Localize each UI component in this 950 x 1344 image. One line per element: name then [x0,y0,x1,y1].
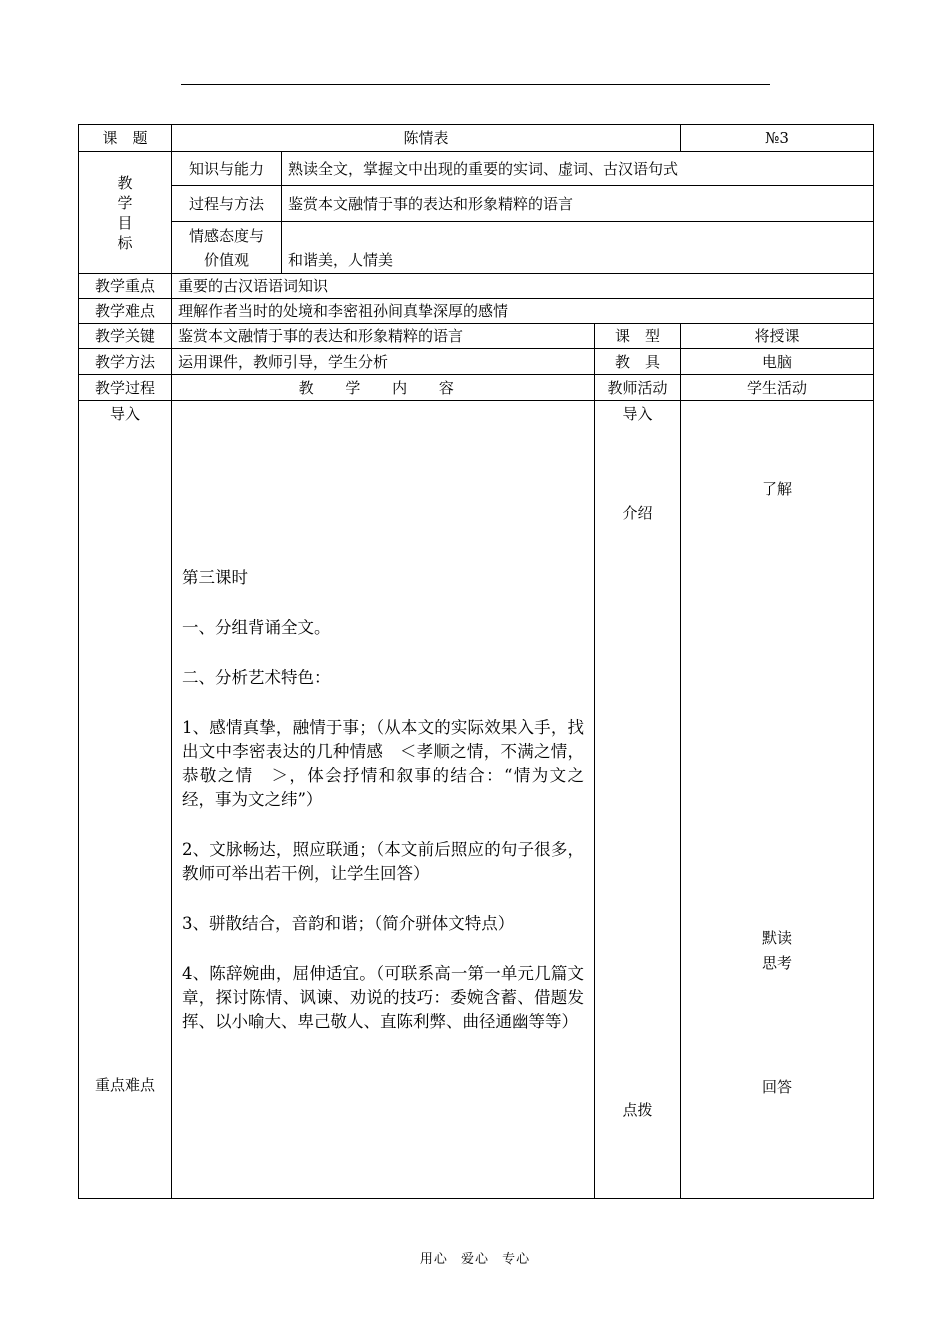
method-label: 教学方法 [79,349,172,375]
objectives-label-char: 教 [117,173,133,192]
objectives-label-char: 学 [117,193,133,212]
objective-row [79,222,874,274]
lesson-line: 第三课时 [182,567,248,587]
stage-column [79,401,172,1199]
lesson-line: 4、陈辞婉曲，屈伸适宜。（可联系高一第一单元几篇文章，探讨陈情、讽谏、劝说的技巧：委婉含蓄、借题发挥、以小喻大、卑己敬人、直陈利弊、曲径通幽等等） [182,963,584,1031]
page-footer [0,1248,950,1267]
objective-row [79,152,874,186]
key-row [79,324,874,349]
objectives-label-char: 目 [117,213,133,232]
teacher-guide: 点拨 [622,1101,653,1119]
teacher-intro: 导入 [622,405,653,423]
lesson-plan-table [78,124,874,1199]
difficulty-text: 理解作者当时的处境和李密祖孙间真挚深厚的感情 [172,299,874,324]
method-text: 运用课件，教师引导，学生分析 [172,349,595,375]
header-rule [181,84,770,85]
teaching-tool-label: 教 具 [595,349,681,375]
student-activity-column [681,401,874,1199]
objective-process-label: 过程与方法 [172,186,282,222]
objective-emotion-text: 和谐美，人情美 [282,222,874,274]
student-understand: 了解 [762,480,793,498]
student-activity-header: 学生活动 [681,375,874,401]
content-header: 教 学 内 容 [172,375,595,401]
lesson-line: 3、骈散结合，音韵和谐；（简介骈体文特点） [182,913,515,933]
lesson-line: 1、感情真挚，融情于事；（从本文的实际效果入手，找出文中李密表达的几种情感 ＜孝顺之情，不满之情，恭敬之情 ＞，体会抒情和叙事的结合：“情为文之经，事为文之纬”） [182,717,584,809]
topic-label: 课 题 [79,125,172,152]
lesson-line: 一、分组背诵全文。 [182,617,331,637]
lesson-line: 二、分析艺术特色： [182,667,331,687]
footer-item: 专心 [502,1252,531,1267]
objective-knowledge-text: 熟读全文，掌握文中出现的重要的实词、虚词、古汉语句式 [282,152,874,186]
objective-emotion-label [172,222,282,274]
method-row [79,349,874,375]
topic-row [79,125,874,152]
objectives-label-char: 标 [117,233,133,252]
process-header-row [79,375,874,401]
difficulty-row [79,299,874,324]
objective-knowledge-label: 知识与能力 [172,152,282,186]
objective-emotion-label-line: 情感态度与 [188,226,264,245]
key-point-text: 重要的古汉语语词知识 [172,274,874,299]
student-think: 思考 [762,954,793,972]
topic-title: 陈情表 [172,125,681,152]
student-read: 默读 [762,929,793,947]
student-answer: 回答 [762,1078,793,1096]
teacher-activity-column [595,401,681,1199]
key-text: 鉴赏本文融情于事的表达和形象精粹的语言 [172,324,595,349]
key-label: 教学关键 [79,324,172,349]
stage-focus-label: 重点难点 [94,1076,155,1094]
objectives-label [79,152,172,274]
key-point-label: 教学重点 [79,274,172,299]
footer-item: 爱心 [460,1252,489,1267]
objective-row [79,186,874,222]
stage-intro-label: 导入 [109,405,140,423]
lesson-line: 2、文脉畅达，照应联通；（本文前后照应的句子很多，教师可举出若干例，让学生回答） [182,839,584,883]
teaching-tool-value: 电脑 [681,349,874,375]
lesson-number: №3 [681,125,874,152]
objective-process-text: 鉴赏本文融情于事的表达和形象精粹的语言 [282,186,874,222]
process-body-row [79,401,874,1199]
teacher-activity-header: 教师活动 [595,375,681,401]
footer-item: 用心 [419,1252,448,1267]
objective-emotion-label-line: 价值观 [203,250,249,269]
teacher-introduce: 介绍 [622,504,653,522]
key-point-row [79,274,874,299]
class-type-value: 将授课 [681,324,874,349]
difficulty-label: 教学难点 [79,299,172,324]
lesson-content [172,401,595,1199]
process-label: 教学过程 [79,375,172,401]
class-type-label: 课 型 [595,324,681,349]
